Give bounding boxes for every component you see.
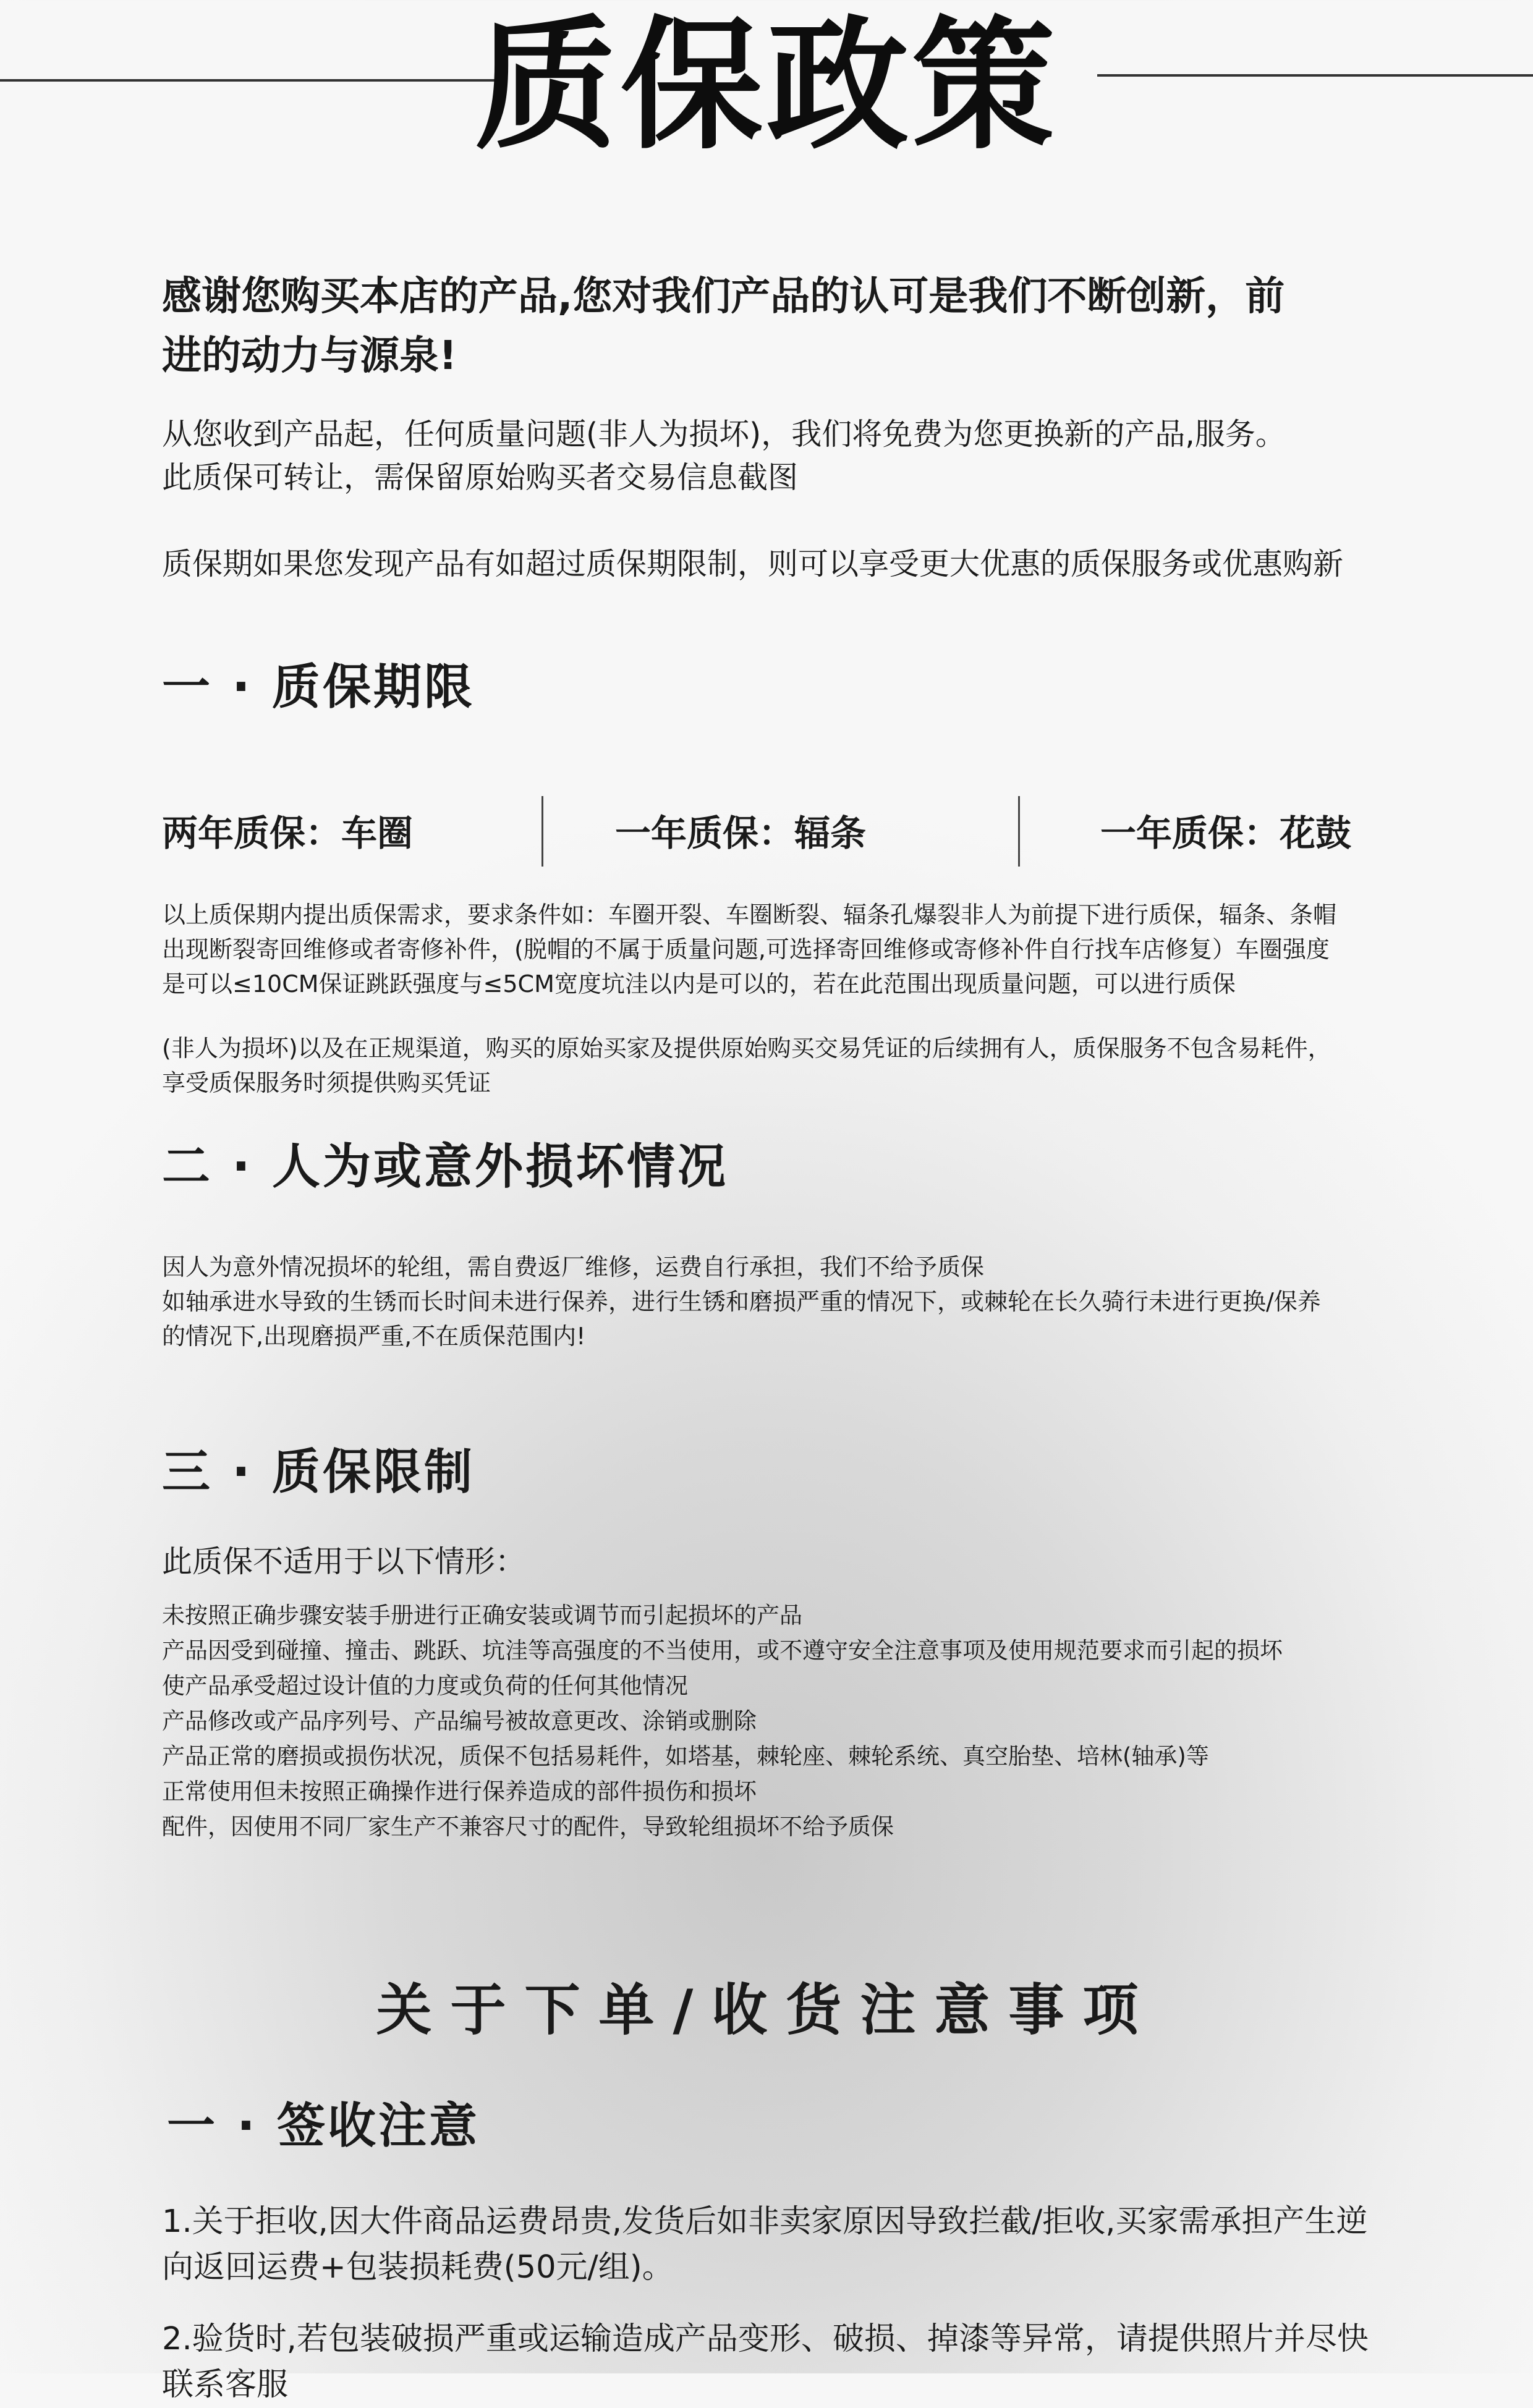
section-title-limitations: 三 · 质保限制 [162, 1444, 475, 1500]
warranty-eligibility [162, 1031, 1331, 1100]
warranty-conditions [162, 897, 1336, 1001]
limitation-item: 产品因受到碰撞、撞击、跳跃、坑洼等高强度的不当使用，或不遵守安全注意事项及使用规范要求而引起的损坏 [162, 1637, 1283, 1664]
refusal-note [162, 2199, 1367, 2291]
damage-line: 的情况下,出现磨损严重,不在质保范围内! [162, 1323, 586, 1350]
damage-line: 因人为意外情况损坏的轮组，需自费返厂维修，运费自行承担，我们不给予质保 [162, 1253, 985, 1281]
limitation-item: 正常使用但未按照正确操作进行保养造成的部件损伤和损坏 [162, 1778, 757, 1805]
inspection-note [162, 2317, 1369, 2408]
limitation-item: 产品修改或产品序列号、产品编号被故意更改、涂销或删除 [162, 1708, 757, 1734]
intro-line: 此质保可转让，需保留原始购买者交易信息截图 [162, 460, 799, 495]
limitation-item: 使产品承受超过设计值的力度或负荷的任何其他情况 [162, 1672, 688, 1699]
inspection-note-line: 2.验货时,若包装破损严重或运输造成产品变形、破损、掉漆等异常，请提供照片并尽快 [162, 2321, 1369, 2357]
period-rim: 两年质保：车圈 [162, 812, 414, 854]
limitation-item: 产品正常的磨损或损伤状况，质保不包括易耗件，如塔基，棘轮座、棘轮系统、真空胎垫、培林(轴承)等 [162, 1743, 1209, 1770]
intro-thanks-line: 进的动力与源泉! [162, 333, 457, 379]
limitations-list [162, 1598, 1283, 1844]
section-title-signing: 一 · 签收注意 [167, 2098, 480, 2154]
period-hub: 一年质保：花鼓 [1100, 812, 1352, 854]
intro-line: 从您收到产品起，任何质量问题(非人为损坏)，我们将免费为您更换新的产品,服务。 [162, 417, 1286, 452]
page-title: 质保政策 [474, 4, 1058, 169]
inspection-note-line: 联系客服 [162, 2367, 289, 2403]
refusal-note-line: 1.关于拒收,因大件商品运费昂贵,发货后如非卖家原因导致拦截/拒收,买家需承担产生逆 [162, 2203, 1368, 2240]
limitation-item: 未按照正确步骤安装手册进行正确安装或调节而引起损坏的产品 [162, 1602, 802, 1629]
period-spokes: 一年质保：辐条 [615, 812, 867, 854]
eligibility-line: 享受质保服务时须提供购买凭证 [162, 1069, 491, 1096]
intro-paragraph [162, 413, 1286, 499]
intro-warranty-note: 质保期如果您发现产品有如超过质保期限制，则可以享受更大优惠的质保服务或优惠购新 [162, 546, 1344, 582]
conditions-line: 出现断裂寄回维修或者寄修补件，(脱帽的不属于质量问题,可选择寄回维修或寄修补件自行找车店修复）车圈强度 [162, 936, 1330, 963]
damage-line: 如轴承进水导致的生锈而长时间未进行保养，进行生锈和磨损严重的情况下，或棘轮在长久骑行未进行更换/保养 [162, 1288, 1321, 1315]
section-title-damage: 二 · 人为或意外损坏情况 [162, 1139, 728, 1195]
eligibility-line: (非人为损坏)以及在正规渠道，购买的原始买家及提供原始购买交易凭证的后续拥有人，质保服务不包含易耗件， [162, 1035, 1331, 1062]
refusal-note-line: 向返回运费+包装损耗费(50元/组)。 [162, 2249, 674, 2286]
period-divider [1018, 796, 1020, 867]
conditions-line: 以上质保期内提出质保需求，要求条件如：车圈开裂、车圈断裂、辐条孔爆裂非人为前提下进行质保，辐条、条帽 [162, 901, 1337, 928]
period-divider [541, 796, 543, 867]
limitation-item: 配件，因使用不同厂家生产不兼容尺寸的配件，导致轮组损坏不给予质保 [162, 1813, 894, 1840]
intro-thanks-line: 感谢您购买本店的产品,您对我们产品的认可是我们不断创新，前 [162, 274, 1285, 320]
order-notes-title: 关于下单/收货注意事项 [376, 1978, 1157, 2043]
damage-paragraph [162, 1250, 1321, 1354]
limitations-subtitle: 此质保不适用于以下情形： [162, 1544, 526, 1579]
section-title-warranty-period: 一 · 质保期限 [162, 659, 475, 715]
conditions-line: 是可以≤10CM保证跳跃强度与≤5CM宽度坑洼以内是可以的，若在此范围出现质量问题，可以进行质保 [162, 970, 1236, 998]
intro-thanks [162, 267, 1404, 386]
